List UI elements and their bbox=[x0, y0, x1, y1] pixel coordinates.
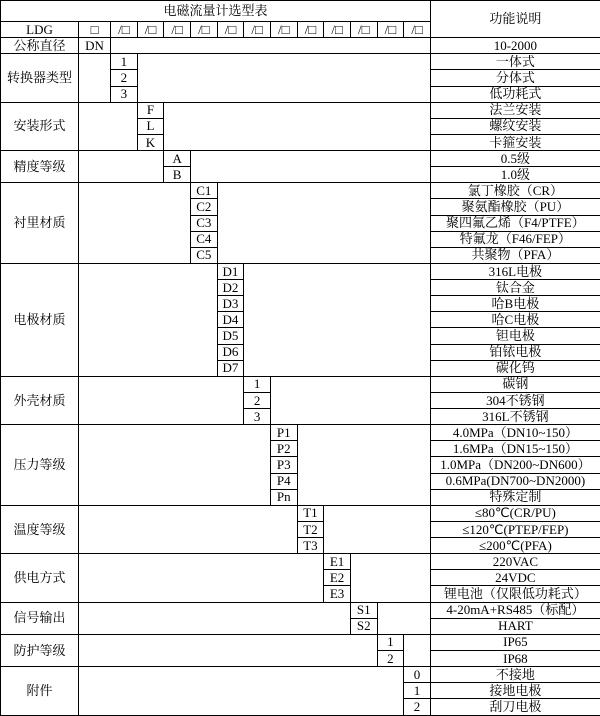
code-cell: 3 bbox=[244, 409, 271, 425]
group-label-temperature: 温度等级 bbox=[1, 505, 79, 553]
code-cell: C4 bbox=[190, 231, 217, 247]
value-cell: 哈C电极 bbox=[430, 312, 600, 328]
code-cell: D3 bbox=[217, 296, 244, 312]
value-cell: 316L电极 bbox=[430, 263, 600, 279]
code-cell: F bbox=[137, 102, 164, 118]
value-cell: 不接地 bbox=[430, 667, 600, 683]
filler-cell bbox=[324, 505, 431, 553]
code-cell: E2 bbox=[324, 570, 351, 586]
value-cell: 聚四氟乙烯（F4/PTFE） bbox=[430, 215, 600, 231]
filler-cell bbox=[79, 376, 244, 424]
model-slot-box: /□ bbox=[404, 22, 431, 38]
code-cell: DN bbox=[79, 38, 111, 54]
value-cell: 1.6MPa（DN15~150） bbox=[430, 441, 600, 457]
code-cell: L bbox=[137, 118, 164, 134]
value-cell: 1.0级 bbox=[430, 167, 600, 183]
model-base-box: □ bbox=[79, 22, 111, 38]
value-cell: 10-2000 bbox=[430, 38, 600, 54]
code-cell: K bbox=[137, 134, 164, 150]
code-cell: 3 bbox=[111, 86, 138, 102]
value-cell: 碳钢 bbox=[430, 376, 600, 392]
code-cell: D7 bbox=[217, 360, 244, 376]
code-cell: C5 bbox=[190, 247, 217, 263]
value-cell: ≤120℃(PTEP/FEP) bbox=[430, 521, 600, 537]
filler-cell bbox=[190, 151, 430, 183]
group-label-housing: 外壳材质 bbox=[1, 376, 79, 424]
code-cell: 2 bbox=[111, 70, 138, 86]
value-cell: 锂电池（仅限低功耗式） bbox=[430, 586, 600, 602]
model-slot-box: /□ bbox=[217, 22, 244, 38]
filler-cell bbox=[350, 554, 430, 602]
group-label-protection: 防护等级 bbox=[1, 634, 79, 666]
value-cell: 特殊定制 bbox=[430, 489, 600, 505]
filler-cell bbox=[111, 38, 431, 54]
model-slot-box: /□ bbox=[244, 22, 271, 38]
filler-cell bbox=[79, 602, 351, 634]
filler-cell bbox=[297, 425, 430, 506]
code-cell: 2 bbox=[377, 650, 404, 666]
filler-cell bbox=[244, 263, 431, 376]
value-cell: 碳化钨 bbox=[430, 360, 600, 376]
value-cell: 220VAC bbox=[430, 554, 600, 570]
value-cell: HART bbox=[430, 618, 600, 634]
value-cell: 共聚物（PFA） bbox=[430, 247, 600, 263]
value-cell: 0.6MPa(DN700~DN2000) bbox=[430, 473, 600, 489]
group-label-converter-type: 转换器类型 bbox=[1, 54, 79, 102]
model-slot-box: /□ bbox=[111, 22, 138, 38]
group-label-signal-output: 信号输出 bbox=[1, 602, 79, 634]
model-slot-box: /□ bbox=[324, 22, 351, 38]
value-cell: ≤200℃(PFA) bbox=[430, 538, 600, 554]
value-cell: 4-20mA+RS485（标配） bbox=[430, 602, 600, 618]
filler-cell bbox=[404, 634, 431, 666]
filler-cell bbox=[270, 376, 430, 424]
filler-cell bbox=[79, 505, 298, 553]
code-cell: D4 bbox=[217, 312, 244, 328]
value-cell: 刮刀电极 bbox=[430, 699, 600, 716]
value-cell: 接地电极 bbox=[430, 683, 600, 699]
model-prefix: LDG bbox=[1, 22, 79, 38]
group-label-diameter: 公称直径 bbox=[1, 38, 79, 54]
code-cell: P3 bbox=[270, 457, 297, 473]
filler-cell bbox=[79, 151, 164, 183]
value-cell: 分体式 bbox=[430, 70, 600, 86]
filler-cell bbox=[79, 554, 324, 602]
code-cell: C1 bbox=[190, 183, 217, 199]
filler-cell bbox=[79, 54, 111, 102]
value-cell: 法兰安装 bbox=[430, 102, 600, 118]
filler-cell bbox=[79, 634, 378, 666]
value-cell: 304不锈钢 bbox=[430, 392, 600, 408]
group-label-lining: 衬里材质 bbox=[1, 183, 79, 264]
value-cell: 1.0MPa（DN200~DN600） bbox=[430, 457, 600, 473]
filler-cell bbox=[79, 183, 191, 264]
filler-cell bbox=[79, 667, 404, 716]
code-cell: C2 bbox=[190, 199, 217, 215]
code-cell: S1 bbox=[350, 602, 377, 618]
code-cell: T3 bbox=[297, 538, 324, 554]
group-label-mounting: 安装形式 bbox=[1, 102, 79, 150]
model-slot-box: /□ bbox=[270, 22, 297, 38]
code-cell: S2 bbox=[350, 618, 377, 634]
filler-cell bbox=[137, 54, 430, 102]
model-slot-box: /□ bbox=[190, 22, 217, 38]
value-cell: 316L不锈钢 bbox=[430, 409, 600, 425]
code-cell: E3 bbox=[324, 586, 351, 602]
value-cell: 24VDC bbox=[430, 570, 600, 586]
filler-cell bbox=[164, 102, 431, 150]
value-cell: 4.0MPa（DN10~150） bbox=[430, 425, 600, 441]
value-cell: 哈B电极 bbox=[430, 296, 600, 312]
value-cell: 钛合金 bbox=[430, 280, 600, 296]
code-cell: B bbox=[164, 167, 191, 183]
value-cell: 0.5级 bbox=[430, 151, 600, 167]
model-slot-box: /□ bbox=[164, 22, 191, 38]
code-cell: E1 bbox=[324, 554, 351, 570]
value-cell: 螺纹安装 bbox=[430, 118, 600, 134]
code-cell: 1 bbox=[404, 683, 431, 699]
value-cell: 氯丁橡胶（CR） bbox=[430, 183, 600, 199]
function-column-header: 功能说明 bbox=[430, 1, 600, 38]
group-label-power-supply: 供电方式 bbox=[1, 554, 79, 602]
code-cell: 1 bbox=[377, 634, 404, 650]
value-cell: 低功耗式 bbox=[430, 86, 600, 102]
code-cell: D2 bbox=[217, 280, 244, 296]
model-slot-box: /□ bbox=[377, 22, 404, 38]
filler-cell bbox=[217, 183, 430, 264]
model-slot-box: /□ bbox=[137, 22, 164, 38]
filler-cell bbox=[79, 263, 218, 376]
code-cell: P1 bbox=[270, 425, 297, 441]
value-cell: 卡箍安装 bbox=[430, 134, 600, 150]
group-label-electrode: 电极材质 bbox=[1, 263, 79, 376]
value-cell: 特氟龙（F46/FEP） bbox=[430, 231, 600, 247]
value-cell: ≤80℃(CR/PU) bbox=[430, 505, 600, 521]
code-cell: P4 bbox=[270, 473, 297, 489]
model-slot-box: /□ bbox=[350, 22, 377, 38]
code-cell: 1 bbox=[111, 54, 138, 70]
model-slot-box: /□ bbox=[297, 22, 324, 38]
filler-cell bbox=[79, 102, 138, 150]
filler-cell bbox=[377, 602, 430, 634]
group-label-accuracy: 精度等级 bbox=[1, 151, 79, 183]
value-cell: 钽电极 bbox=[430, 328, 600, 344]
code-cell: 1 bbox=[244, 376, 271, 392]
value-cell: 聚氨酯橡胶（PU） bbox=[430, 199, 600, 215]
code-cell: D1 bbox=[217, 263, 244, 279]
value-cell: IP68 bbox=[430, 650, 600, 666]
code-cell: P2 bbox=[270, 441, 297, 457]
code-cell: 0 bbox=[404, 667, 431, 683]
code-cell: T1 bbox=[297, 505, 324, 521]
code-cell: Pn bbox=[270, 489, 297, 505]
group-label-pressure: 压力等级 bbox=[1, 425, 79, 506]
filler-cell bbox=[79, 425, 271, 506]
table-title: 电磁流量计选型表 bbox=[1, 1, 431, 22]
code-cell: C3 bbox=[190, 215, 217, 231]
value-cell: IP65 bbox=[430, 634, 600, 650]
code-cell: D6 bbox=[217, 344, 244, 360]
code-cell: A bbox=[164, 151, 191, 167]
code-cell: T2 bbox=[297, 521, 324, 537]
code-cell: 2 bbox=[244, 392, 271, 408]
group-label-accessories: 附件 bbox=[1, 667, 79, 716]
code-cell: 2 bbox=[404, 699, 431, 716]
code-cell: D5 bbox=[217, 328, 244, 344]
value-cell: 一体式 bbox=[430, 54, 600, 70]
value-cell: 铂铱电极 bbox=[430, 344, 600, 360]
